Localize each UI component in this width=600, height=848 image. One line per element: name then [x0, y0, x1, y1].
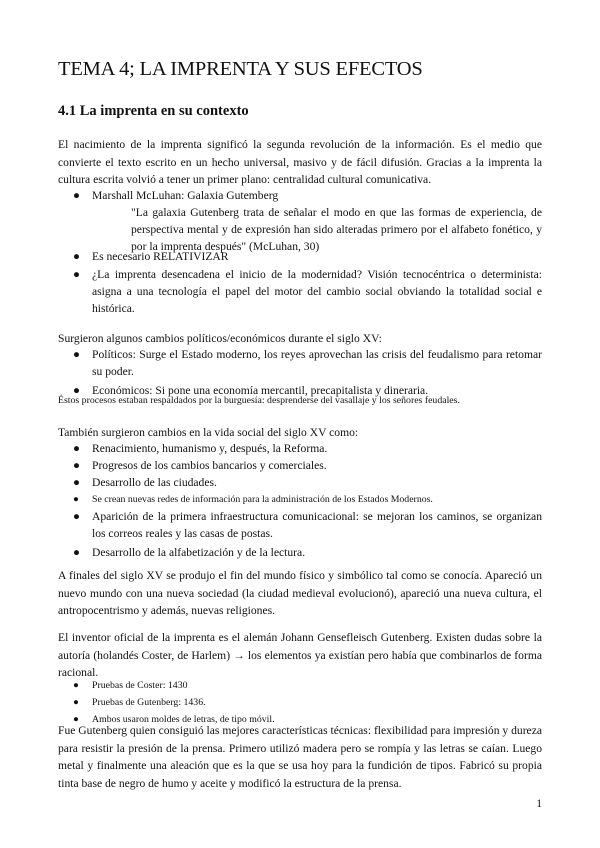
- bullet-list-evidence: [58, 677, 542, 728]
- bullet-icon: ●: [73, 697, 79, 708]
- politics-intro: Surgieron algunos cambios políticos/económicos durante el siglo XV:: [58, 332, 382, 345]
- mcluhan-quote: "La galaxia Gutenberg trata de señalar el modo en que las formas de experiencia, de perspectiva mental y de expresión han sido alteradas primero por el alfabeto fonético, y por la imprenta después" (McLuhan, 30): [131, 206, 542, 253]
- intro-paragraph: El nacimiento de la imprenta significó la segunda revolución de la información. Es el medio que convierte el texto escrito en un hecho universal, masivo y de fácil difusión. Gracias a la imprenta la cultura escrita volvió a tener un primer plano: centralidad cultural comunicativa.: [58, 138, 542, 187]
- page-number: 1: [536, 797, 542, 810]
- list-item: ● Desarrollo de la alfabetización y de la lectura.: [73, 546, 306, 559]
- bullet-icon: ●: [73, 494, 79, 505]
- bullet-list-politics: [58, 346, 542, 399]
- bullet-icon: ●: [73, 510, 81, 523]
- gutenberg-technique-paragraph: Fue Gutenberg quien consiguió las mejores características técnicas: flexibilidad para impresión y dureza para resistir la presión de la prensa. Primero utilizó madera pero se rompía y las letras se caían. Luego metal y finalmente una aleación que es la que se usa hoy para la fundición de tipos. Fabricó su propia tinta base de negro de humo y aceite y modificó la estructura de la prensa.: [58, 724, 542, 790]
- bullet-list-relativizar: [58, 248, 542, 317]
- list-item: ● Pruebas de Gutenberg: 1436.: [58, 694, 542, 711]
- list-item: ● Pruebas de Coster: 1430: [58, 677, 542, 694]
- bullet-icon: ●: [73, 459, 81, 472]
- bullet-icon: ●: [73, 384, 81, 397]
- list-item: ● Progresos de los cambios bancarios y comerciales.: [73, 459, 327, 472]
- bullet-list-mcluhan: [58, 187, 542, 204]
- bullet-icon: ●: [73, 268, 81, 281]
- list-item: ● Renacimiento, humanismo y, después, la Reforma.: [73, 442, 328, 455]
- bullet-list-social: [58, 440, 542, 561]
- list-item: ● Ambos usaron moldes de letras, de tipo móvil.: [58, 711, 542, 728]
- bullet-icon: ●: [73, 442, 81, 455]
- bullet-icon: ●: [73, 348, 81, 361]
- list-item: ● Marshall McLuhan: Galaxia Gutemberg: [73, 189, 279, 202]
- list-item: ● Económicos: Si pone una economía mercantil, precapitalista y dineraria.: [73, 384, 429, 397]
- list-item: ● Desarrollo de las ciudades.: [73, 476, 217, 489]
- inventor-paragraph: El inventor oficial de la imprenta es el alemán Johann Gensefleisch Gutenberg. Existen dudas sobre la autoría (holandés Coster, de Harlem) → los elementos ya existían pero había que combinarlos de forma racional.: [58, 631, 542, 680]
- end-of-century-paragraph: A finales del siglo XV se produjo el fin del mundo físico y simbólico tal como se conocía. Apareció un nuevo mundo con una nueva sociedad (la ciudad medieval evolucionó), apareció una nueva cultura, el antropocentrismo y además, nuevas religiones.: [58, 569, 542, 618]
- list-item: ● Es necesario RELATIVIZAR: [73, 250, 229, 263]
- list-item: ● Políticos: Surge el Estado moderno, los reyes aprovechan las crisis del feudalismo para retomar su poder.: [73, 348, 542, 378]
- bullet-icon: ●: [73, 476, 81, 489]
- bullet-icon: ●: [73, 250, 81, 263]
- bullet-icon: ●: [73, 714, 79, 725]
- list-item: ● ¿La imprenta desencadena el inicio de la modernidad? Visión tecnocéntrica o determinista: asigna a una tecnología el papel del motor del cambio social obviando la totalidad social e histórica.: [73, 268, 542, 315]
- bullet-icon: ●: [73, 189, 81, 202]
- page-title: TEMA 4; LA IMPRENTA Y SUS EFECTOS: [58, 58, 423, 80]
- bourgeoisie-note: Éstos procesos estaban respaldados por la burguesía: desprenderse del vasallaje y los señores feudales.: [58, 395, 460, 406]
- list-item: ● Se crean nuevas redes de información para la administración de los Estados Modernos.: [58, 491, 542, 508]
- social-changes-intro: También surgieron cambios en la vida social del siglo XV como:: [58, 426, 359, 439]
- bullet-icon: ●: [73, 680, 79, 691]
- list-item: ● Aparición de la primera infraestructura comunicacional: se mejoran los caminos, se organizan los correos reales y las casas de postas.: [73, 510, 542, 540]
- section-heading: 4.1 La imprenta en su contexto: [58, 103, 249, 119]
- bullet-icon: ●: [73, 546, 81, 559]
